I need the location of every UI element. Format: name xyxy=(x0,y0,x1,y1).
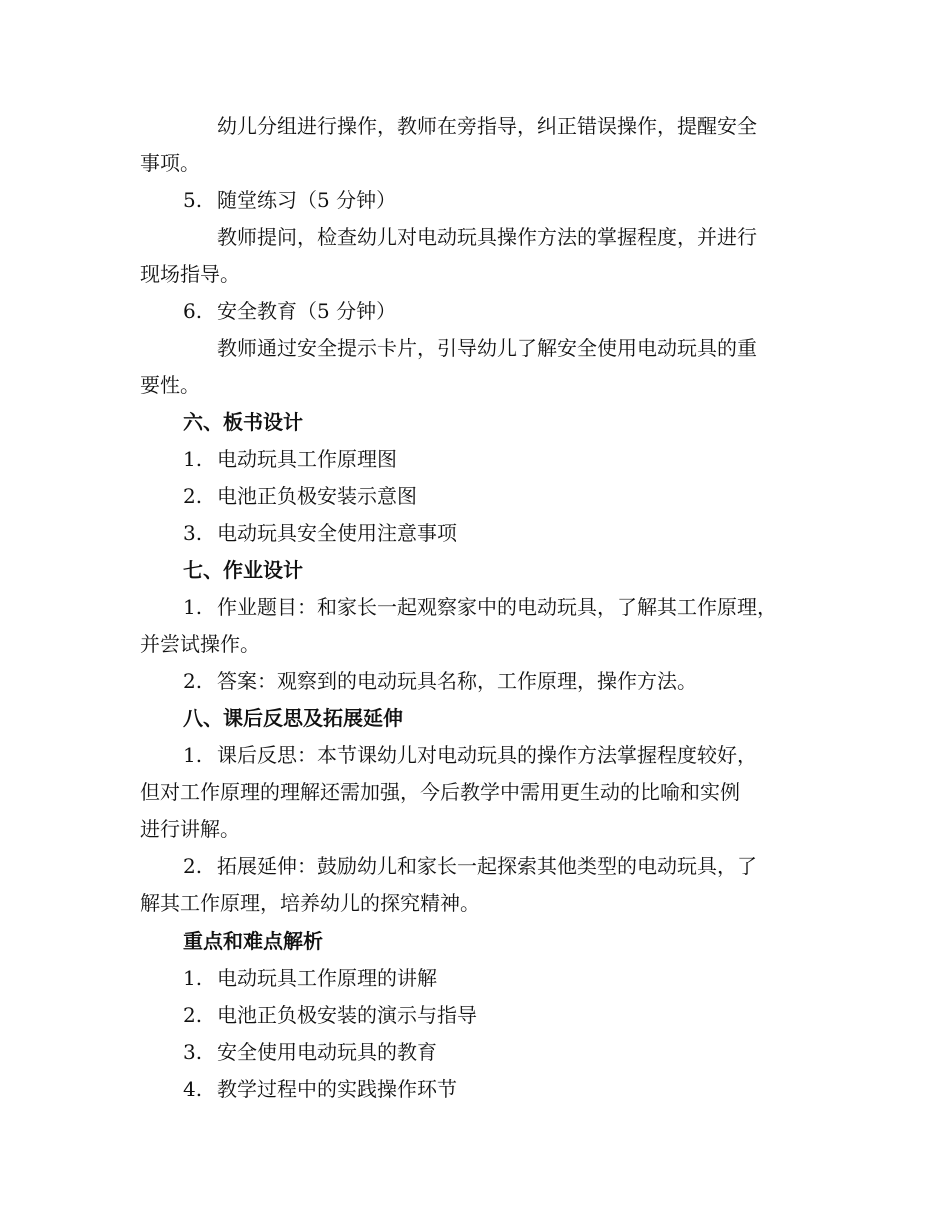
paragraph-line: 但对工作原理的理解还需加强，今后教学中需用更生动的比喻和实例 xyxy=(140,780,740,804)
list-number: 1. xyxy=(183,447,203,471)
list-number: 1. xyxy=(183,595,203,619)
list-text: 电池正负极安装的演示与指导 xyxy=(217,1003,477,1027)
list-number: 2. xyxy=(183,669,203,693)
list-number: 2. xyxy=(183,484,203,508)
list-item xyxy=(183,1002,863,1028)
list-text: 课后反思：本节课幼儿对电动玩具的操作方法掌握程度较好， xyxy=(217,743,757,767)
paragraph-line: 事项。 xyxy=(140,151,200,175)
paragraph-line: 幼儿分组进行操作，教师在旁指导，纠正错误操作，提醒安全 xyxy=(217,114,757,138)
paragraph-line: 教师提问，检查幼儿对电动玩具操作方法的掌握程度，并进行 xyxy=(217,225,757,249)
paragraph-line: 并尝试操作。 xyxy=(140,632,260,656)
list-number: 2. xyxy=(183,854,203,878)
section-heading: 八、课后反思及拓展延伸 xyxy=(183,706,403,730)
list-text: 拓展延伸：鼓励幼儿和家长一起探索其他类型的电动玩具，了 xyxy=(217,854,757,878)
list-item xyxy=(183,446,863,472)
paragraph-line: 进行讲解。 xyxy=(140,817,240,841)
list-item xyxy=(183,742,863,768)
list-item xyxy=(183,853,863,879)
list-item xyxy=(183,187,863,213)
list-item xyxy=(183,1039,863,1065)
list-item xyxy=(183,298,863,324)
list-text: 电池正负极安装示意图 xyxy=(217,484,417,508)
list-text: 教学过程中的实践操作环节 xyxy=(217,1077,457,1101)
list-text: 安全教育（5 分钟） xyxy=(217,299,397,323)
list-text: 电动玩具工作原理图 xyxy=(217,447,397,471)
section-heading: 六、板书设计 xyxy=(183,410,303,434)
list-text: 作业题目：和家长一起观察家中的电动玩具，了解其工作原理， xyxy=(217,595,777,619)
list-item xyxy=(183,668,863,694)
list-item xyxy=(183,1076,863,1102)
list-number: 1. xyxy=(183,743,203,767)
list-item xyxy=(183,594,863,620)
paragraph-line: 教师通过安全提示卡片，引导幼儿了解安全使用电动玩具的重 xyxy=(217,336,757,360)
paragraph-line: 解其工作原理，培养幼儿的探究精神。 xyxy=(140,891,480,915)
list-item xyxy=(183,520,863,546)
list-text: 电动玩具安全使用注意事项 xyxy=(217,521,457,545)
list-number: 1. xyxy=(183,966,203,990)
section-heading: 七、作业设计 xyxy=(183,558,303,582)
list-item xyxy=(183,965,863,991)
list-text: 随堂练习（5 分钟） xyxy=(217,188,397,212)
list-text: 电动玩具工作原理的讲解 xyxy=(217,966,437,990)
list-number: 6. xyxy=(183,299,203,323)
list-number: 3. xyxy=(183,1040,203,1064)
list-text: 安全使用电动玩具的教育 xyxy=(217,1040,437,1064)
paragraph-line: 要性。 xyxy=(140,373,200,397)
list-number: 2. xyxy=(183,1003,203,1027)
list-item xyxy=(183,483,863,509)
list-number: 4. xyxy=(183,1077,203,1101)
list-number: 3. xyxy=(183,521,203,545)
list-text: 答案：观察到的电动玩具名称，工作原理，操作方法。 xyxy=(217,669,697,693)
section-heading: 重点和难点解析 xyxy=(183,929,323,953)
list-number: 5. xyxy=(183,188,203,212)
paragraph-line: 现场指导。 xyxy=(140,262,240,286)
